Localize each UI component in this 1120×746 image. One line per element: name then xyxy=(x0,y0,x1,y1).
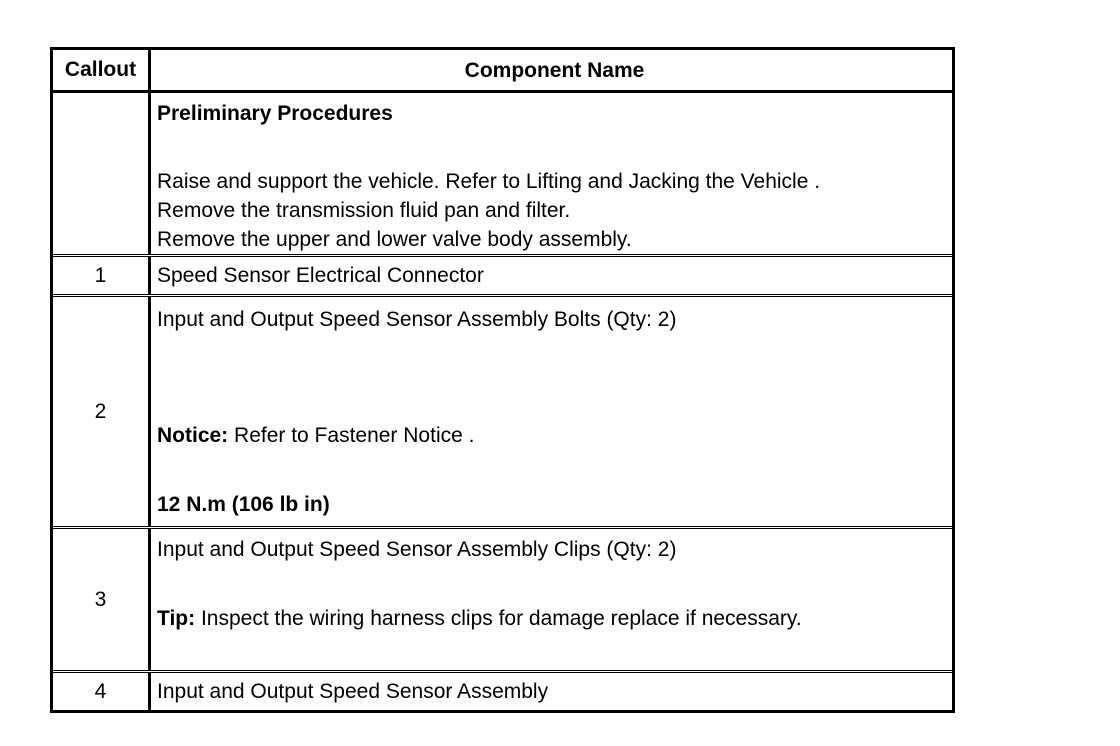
preliminary-procedures-row xyxy=(53,90,952,254)
preliminary-callout-cell xyxy=(53,93,151,254)
preliminary-step-1: Raise and support the vehicle. Refer to Lifting and Jacking the Vehicle . xyxy=(157,170,821,193)
preliminary-procedures-cell xyxy=(151,93,952,254)
table-row xyxy=(53,526,952,670)
callout-cell: 2 xyxy=(53,297,151,526)
callout-column-header: Callout xyxy=(53,50,151,90)
procedure-table xyxy=(50,47,955,713)
table-row xyxy=(53,254,952,294)
component-name: Input and Output Speed Sensor Assembly Bolts (Qty: 2) xyxy=(157,308,677,331)
callout-cell: 1 xyxy=(53,257,151,294)
preliminary-procedures-title: Preliminary Procedures xyxy=(157,102,393,125)
table-header-row xyxy=(53,50,952,90)
component-name-column-header: Component Name xyxy=(464,58,645,82)
notice-label: Notice: xyxy=(157,424,229,447)
tip-text: Inspect the wiring harness clips for damage replace if necessary. xyxy=(195,607,802,630)
preliminary-step-3: Remove the upper and lower valve body assembly. xyxy=(157,228,632,251)
preliminary-step-2: Remove the transmission fluid pan and filter. xyxy=(157,199,571,222)
tip-label: Tip: xyxy=(157,607,196,630)
component-name-cell xyxy=(151,529,952,670)
table-row xyxy=(53,294,952,526)
component-name-cell xyxy=(151,297,952,526)
table-row xyxy=(53,670,952,710)
component-name: Input and Output Speed Sensor Assembly Clips (Qty: 2) xyxy=(157,538,677,561)
callout-cell: 3 xyxy=(53,529,151,670)
tip-line xyxy=(157,604,952,633)
notice-line xyxy=(157,421,952,450)
component-name-cell: Speed Sensor Electrical Connector xyxy=(157,264,484,287)
torque-spec: 12 N.m (106 lb in) xyxy=(157,493,330,516)
notice-text: Refer to Fastener Notice . xyxy=(228,424,475,447)
callout-cell: 4 xyxy=(53,673,151,710)
component-name-cell: Input and Output Speed Sensor Assembly xyxy=(157,680,549,703)
